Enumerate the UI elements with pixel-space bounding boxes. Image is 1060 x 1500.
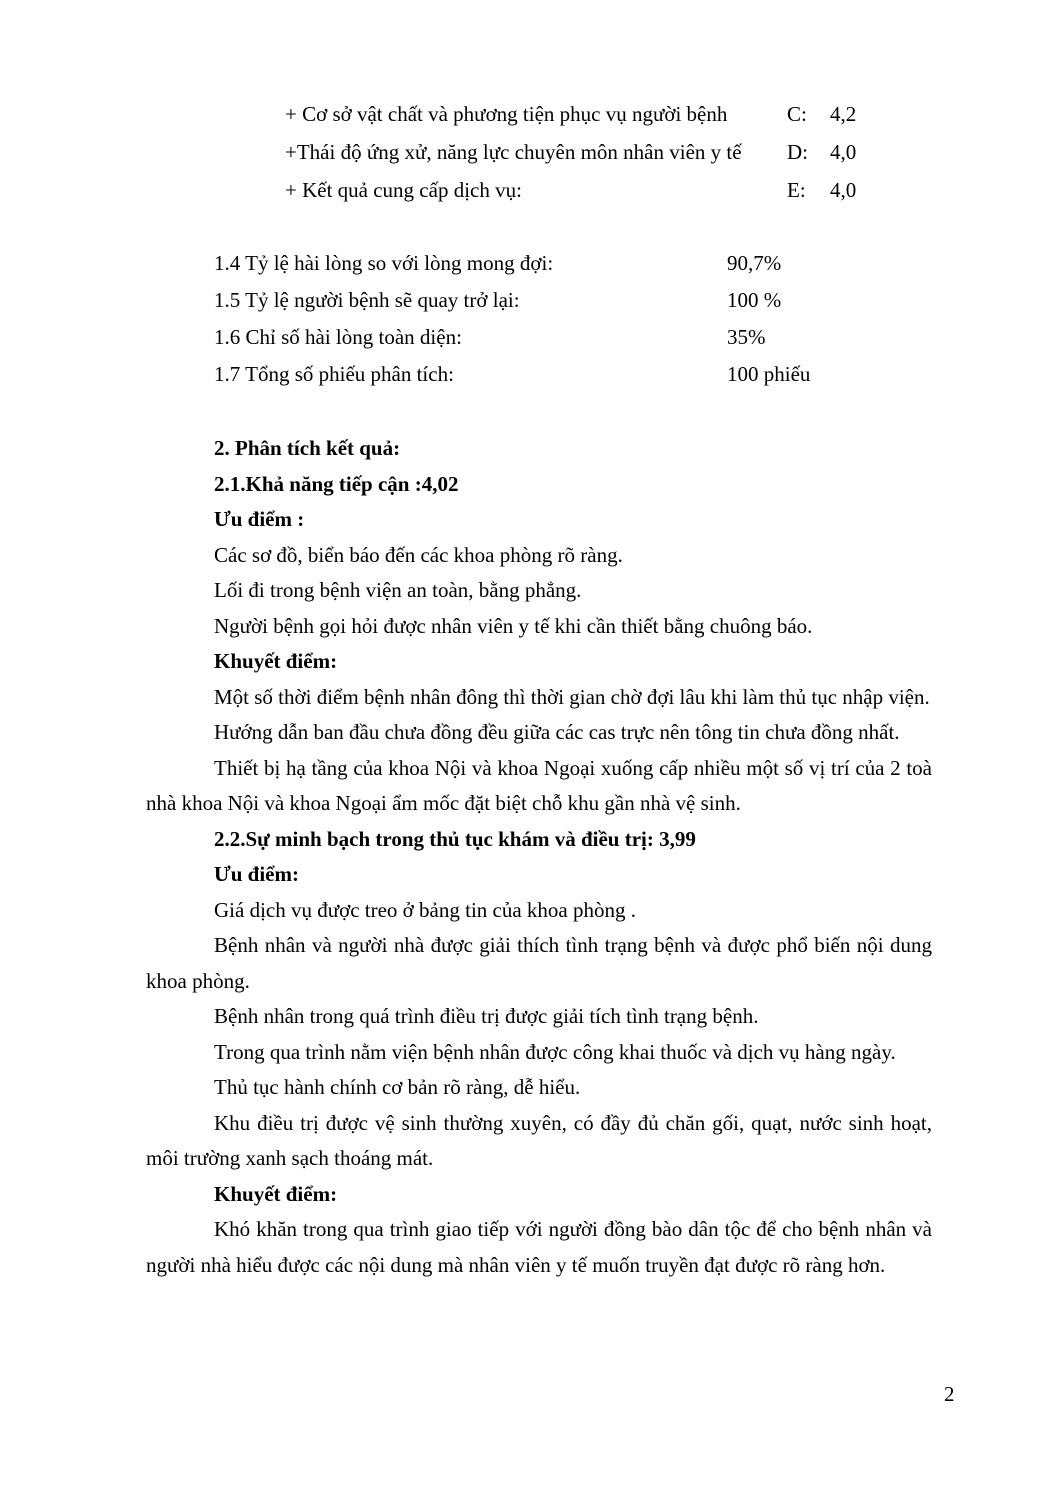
summary-value: 100 phiếu — [727, 362, 811, 386]
cons-paragraph: Một số thời điểm bệnh nhân đông thì thời gian chờ đợi lâu khi làm thủ tục nhập viện. — [214, 684, 930, 709]
score-row — [285, 133, 932, 171]
score-label: + Cơ sở vật chất và phương tiện phục vụ người bệnh — [285, 102, 728, 126]
score-value: 4,2 — [830, 102, 857, 126]
cons-paragraph: Thiết bị hạ tầng của khoa Nội và khoa Ngoại xuống cấp nhiều một số vị trí của 2 toà nhà khoa Nội và khoa Ngoại ẩm mốc đặt biệt chỗ khu gần nhà vệ sinh. — [146, 755, 932, 815]
summary-value: 90,7% — [727, 251, 782, 275]
pros-paragraph: Khu điều trị được vệ sinh thường xuyên, có đầy đủ chăn gối, quạt, nước sinh hoạt, môi trường xanh sạch thoáng mát. — [146, 1110, 932, 1170]
summary-value: 35% — [727, 325, 766, 349]
pros-paragraph: Bệnh nhân trong quá trình điều trị được giải tích tình trạng bệnh. — [214, 1004, 759, 1028]
summary-label: 1.4 Tỷ lệ hài lòng so với lòng mong đợi: — [214, 251, 554, 275]
pros-paragraph: Thủ tục hành chính cơ bản rõ ràng, dễ hiểu. — [214, 1075, 581, 1099]
document-content — [146, 95, 932, 1283]
pros-paragraph: Người bệnh gọi hỏi được nhân viên y tế khi cần thiết bằng chuông báo. — [214, 613, 813, 638]
pros-paragraph: Bệnh nhân và người nhà được giải thích tình trạng bệnh và được phổ biến nội dung khoa phòng. — [146, 933, 932, 993]
score-value: 4,0 — [830, 140, 857, 164]
section-title: 2.1.Khả năng tiếp cận :4,02 — [214, 471, 459, 496]
score-row — [285, 95, 932, 133]
summary-row — [214, 282, 932, 319]
summary-label: 1.7 Tổng số phiếu phân tích: — [214, 362, 454, 386]
score-code: D: — [787, 140, 808, 164]
score-row — [285, 171, 932, 209]
cons-paragraph: Khó khăn trong qua trình giao tiếp với người đồng bào dân tộc để cho bệnh nhân và người nhà hiểu được các nội dung mà nhân viên y tế muốn truyền đạt được rõ ràng hơn. — [146, 1217, 932, 1277]
score-value: 4,0 — [830, 178, 857, 202]
cons-heading: Khuyết điểm: — [214, 1181, 338, 1206]
analysis-section — [146, 431, 932, 1283]
summary-row — [214, 245, 932, 282]
section-title: 2.2.Sự minh bạch trong thủ tục khám và điều trị: 3,99 — [214, 826, 696, 851]
score-label: +Thái độ ứng xử, năng lực chuyên môn nhân viên y tế — [285, 140, 742, 164]
pros-heading: Ưu điểm : — [214, 507, 305, 531]
pros-paragraph: Trong qua trình nằm viện bệnh nhân được công khai thuốc và dịch vụ hàng ngày. — [214, 1039, 896, 1064]
cons-paragraph: Hướng dẫn ban đầu chưa đồng đều giữa các cas trực nên tông tin chưa đồng nhất. — [214, 720, 900, 744]
cons-heading: Khuyết điểm: — [214, 649, 338, 673]
summary-list — [146, 245, 932, 393]
score-list — [285, 95, 932, 209]
summary-value: 100 % — [727, 288, 782, 312]
page-number: 2 — [944, 1382, 955, 1406]
pros-paragraph: Lối đi trong bệnh viện an toàn, bằng phẳng. — [214, 578, 582, 602]
summary-label: 1.6 Chỉ số hài lòng toàn diện: — [214, 325, 462, 349]
score-code: C: — [787, 102, 807, 126]
summary-row — [214, 319, 932, 356]
summary-label: 1.5 Tỷ lệ người bệnh sẽ quay trở lại: — [214, 288, 520, 312]
analysis-heading: 2. Phân tích kết quả: — [214, 436, 401, 460]
summary-row — [214, 356, 932, 393]
pros-heading: Ưu điểm: — [214, 862, 299, 886]
pros-paragraph: Các sơ đồ, biển báo đến các khoa phòng rõ ràng. — [214, 542, 623, 567]
score-label: + Kết quả cung cấp dịch vụ: — [285, 178, 522, 202]
score-code: E: — [787, 178, 806, 202]
pros-paragraph: Giá dịch vụ được treo ở bảng tin của khoa phòng . — [214, 897, 636, 922]
